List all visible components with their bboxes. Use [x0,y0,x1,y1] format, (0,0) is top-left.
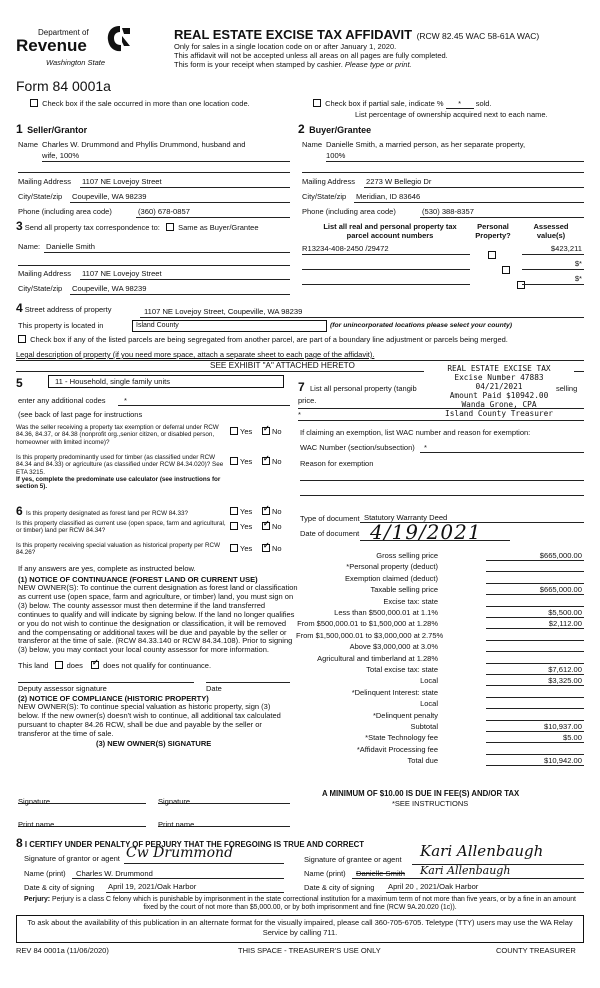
grantee-datecity-value[interactable]: April 20 , 2021/Oak Harbor [388,882,479,891]
tax-row-underline [486,765,584,766]
stamp-line-2: Excise Number 47883 [454,373,544,382]
personal-header-1: Personal [477,222,509,231]
seller-city-value[interactable]: Coupeville, WA 98239 [72,192,147,201]
multi-location-checkbox[interactable] [30,99,38,107]
use-code-select[interactable] [48,375,284,388]
assessed-header-2: value(s) [536,231,566,240]
q-forest-no-box[interactable] [262,507,270,515]
land-does-checkbox[interactable] [55,661,63,669]
document-type-label: Type of document [300,514,360,523]
tax-row-value[interactable]: $665,000.00 [539,551,582,560]
assessed-value-header [522,222,580,240]
tax-row-underline [486,708,584,709]
grantor-datecity-value[interactable]: April 19, 2021/Oak Harbor [108,882,197,891]
header-line-3 [174,60,412,69]
deputy-signature-label: Deputy assessor signature [18,684,107,693]
q-historic-yes[interactable] [230,544,252,553]
tax-correspondence-label: Send all property tax correspondence to: [24,223,160,232]
treasurer-use-label: THIS SPACE - TREASURER'S USE ONLY [238,946,381,955]
document-date-label: Date of document [300,529,360,538]
q-timber-yes-box[interactable] [230,457,238,465]
grantee-datecity-label: Date & city of signing [304,883,375,892]
partial-sale-value[interactable]: * [446,99,474,109]
parcel-header-2: parcel account numbers [346,231,434,240]
stamp-line-3: 04/21/2021 [475,382,523,391]
tax-row-underline [486,628,584,629]
stamp-line-1: REAL ESTATE EXCISE TAX [447,364,551,373]
washington-state-text: Washington State [46,58,106,67]
certify-statement: I CERTIFY UNDER PENALTY OF PERJURY THAT THE FOREGOING IS TRUE AND CORRECT [24,840,365,849]
corr-name-label: Name: [18,242,41,251]
personal-property-label: List all personal property (tangib [310,384,417,393]
partial-sale-checkbox[interactable] [313,99,321,107]
seller-mail-value[interactable]: 1107 NE Lovejoy Street [82,177,162,186]
seller-phone-value[interactable]: (360) 678-0857 [138,207,190,216]
see-back-note: (see back of last page for instructions [18,410,143,419]
revenue-text: Revenue [16,36,87,55]
corr-mail-label: Mailing Address [18,269,71,278]
exemption-claim-label: If claiming an exemption, list WAC number and reason for exemption: [300,428,531,437]
section-3-number: 3 [16,219,23,233]
notice-compliance-title: (2) NOTICE OF COMPLIANCE (HISTORIC PROPERTY) [18,694,209,703]
section-8-number: 8 [16,836,23,850]
q-current-use: Is this property classified as current use (open space, farm and agricultural, or timber) land per RCW 84.34? [16,520,226,535]
tax-row-underline [486,685,584,686]
q-timber-note: If yes, complete the predominate use calculator (see instructions for section 5). [16,476,221,491]
buyer-phone-label: Phone (including area code) [302,207,396,216]
tax-row-value[interactable]: $3,325.00 [548,676,582,685]
corr-mail-value[interactable]: 1107 NE Lovejoy Street [82,269,162,278]
q-exemption-no-label: No [272,427,282,436]
q-forest: Is this property designated as forest land per RCW 84.33? [26,510,189,517]
assessed-value-1[interactable]: $423,211 [550,244,582,253]
tax-row-underline [486,617,584,618]
q-current-use-no-label: No [272,522,282,531]
notice-continuance-body: NEW OWNER(S): To continue the current designation as forest land or classification as current use (open space, farm and agriculture, or timber) land, you must sign on (3) below. The county assessor must then determine if the land transferred continues to qualify and will indicate by signing below. If the land no longer qualifies or you do not wish to continue the designation or classification, it will be removed and the compensating or additional taxes will be due and payable by the seller or transferor at the time of sale. (RCW 84.33.140 or RCW 84.34.108). Prior to signing (3) below, you may contact your local county assessor for more information. [18,583,298,655]
grantee-name-handwritten[interactable]: Kari Allenbaugh [420,864,511,877]
partial-sale-label: Check box if partial sale, indicate % [325,99,444,108]
buyer-name-line-2[interactable]: 100% [326,151,346,160]
q-current-use-yes[interactable] [230,522,252,531]
multi-location-label: Check box if the sale occurred in more than one location code. [42,99,250,108]
additional-codes-label: enter any additional codes [18,396,106,405]
exemption-reason-label: Reason for exemption [300,459,374,468]
tax-row-label: *Delinquent Interest: state [351,688,438,697]
q-historic-yes-box[interactable] [230,544,238,552]
q-current-use-no[interactable] [262,522,282,531]
buyer-mail-label: Mailing Address [302,177,355,186]
personal-property-label-b: selling [556,384,578,393]
corr-city-label: City/State/zip [18,284,63,293]
q-forest-yes-box[interactable] [230,507,238,515]
parcel-header-1: List all real and personal property tax [323,222,457,231]
tax-row-label: Exemption claimed (deduct) [345,574,438,583]
tax-row-value[interactable]: $10,942.00 [543,756,582,765]
located-in-label: This property is located in [18,321,104,330]
tax-row-value[interactable]: $2,112.00 [548,619,582,628]
partial-sale-sold: sold. [475,99,492,108]
seller-name-line-1[interactable]: Charles W. Drummond and Phyllis Drummond, husband and [42,140,246,149]
tax-row-underline [486,571,584,572]
q-forest-no-label: No [272,507,282,516]
q-forest-yes-label: Yes [240,507,253,516]
buyer-heading-label: Buyer/Grantee [309,125,372,135]
assessed-header-1: Assessed [533,222,569,231]
header-line-1: Only for sales in a single location code on or after January 1, 2020. [174,42,397,51]
dept-of-text: Department of [38,28,89,37]
uninc-note: (for unincorporated locations please select your county) [330,322,513,329]
tax-row-underline [486,731,584,732]
wac-number-label: WAC Number (section/subsection) [300,443,415,452]
tax-row-label: Local [420,699,438,708]
revision-label: REV 84 0001a (11/06/2020) [16,946,109,955]
stamp-line-5: Wanda Grone, CPA [461,400,537,409]
grantor-datecity-label: Date & city of signing [24,883,95,892]
q-exemption-yes-label: Yes [240,427,253,436]
legal-description-value[interactable]: SEE EXHIBIT "A" ATTACHED HERETO [210,361,355,370]
tax-row-underline [486,663,584,664]
buyer-heading [298,120,371,138]
new-owner-signature-title: (3) NEW OWNER(S) SIGNATURE [96,739,212,748]
street-address-row [16,301,112,315]
tax-row-underline [486,742,584,743]
dor-logo [16,22,136,74]
tax-row-label: Subtotal [410,722,438,731]
header-line-2: This affidavit will not be accepted unless all areas on all pages are fully completed. [174,51,448,60]
county-treasurer-label: COUNTY TREASURER [496,946,576,955]
section-7-number: 7 [298,380,305,394]
tax-row-label: Total excise tax: state [366,665,438,674]
seller-city-label: City/State/zip [18,192,63,201]
q-current-use-yes-box[interactable] [230,522,238,530]
form-title-main: REAL ESTATE EXCISE TAX AFFIDAVIT [174,27,413,42]
tax-row-label: *Delinquent penalty [372,711,438,720]
buyer-name-line-1[interactable]: Danielle Smith, a married person, as her separate property, [326,140,526,149]
land-does-not-label: does not qualify for continuance. [103,661,212,670]
tax-row-value[interactable]: $10,937.00 [543,722,582,731]
answers-note: If any answers are yes, complete as instructed below. [18,564,196,573]
tax-row-value[interactable]: $665,000.00 [539,585,582,594]
perjury-label: Perjury: [24,896,51,903]
segregated-label: Check box if any of the listed parcels are being segregated from another parcel, are part of a boundary line adjustment or parcels being merged. [30,335,508,344]
corr-name-value[interactable]: Danielle Smith [46,242,95,251]
notice-compliance-body: NEW OWNER(S): To continue special valuation as historic property, sign (3) below. If the new owner(s) doesn't wish to continue, all additional tax calculated pursuant to chapter 84.26 RCW, shall be due and payable by the seller or transferor at the time of sale. [18,702,281,738]
form-number: Form 84 0001a [16,78,111,94]
section-2-number: 2 [298,122,305,136]
perjury-text: Perjury is a class C felony which is punishable by imprisonment in the state correctional institution for a maximum term of not more than five years, or by a fine in an amount fixed by the court of not more than $5,000.00, or by both imprisonment and fine (RCW 9A.20.020 (1c)). [52,896,576,911]
grantor-signature-label: Signature of grantor or agent [24,854,120,863]
seller-name-line-2[interactable]: wife, 100% [42,151,80,160]
q-current-use-no-box[interactable] [262,522,270,530]
multi-location-check[interactable] [30,99,250,108]
grantor-signature-value[interactable]: Cw Drummond [126,845,234,861]
tax-correspondence [16,219,259,233]
tax-row-underline [486,754,584,755]
deputy-date-label: Date [206,684,222,693]
q-timber-yes-label: Yes [240,457,253,466]
q-exemption-no-box[interactable] [262,427,270,435]
q-exemption-no[interactable] [262,427,282,436]
tax-row-label: Taxable selling price [370,585,438,594]
q-timber-yes[interactable] [230,457,252,466]
tax-row-label: Less than $500,000.01 at 1.1% [334,608,438,617]
additional-codes-value[interactable]: * [124,396,127,405]
tax-row-underline [486,640,584,641]
section-6-number: 6 [16,504,23,518]
new-owner-print-2-label: Print name [158,820,195,829]
q-historic: Is this property receiving special valuation as historical property per RCW 84.26? [16,542,221,557]
grantor-name-value[interactable]: Charles W. Drummond [76,869,153,878]
tax-row-label: *Affidavit Processing fee [356,745,438,754]
assessed-value-3[interactable]: $* [574,274,582,283]
section-5-number: 5 [16,376,23,390]
land-qualify-row [18,661,211,670]
section-1-number: 1 [16,122,23,136]
q-current-use-yes-label: Yes [240,522,253,531]
revenue-logo-icon [106,24,132,54]
grantee-signature-value[interactable]: Kari Allenbaugh [420,842,544,860]
tax-row-label: Local [420,676,438,685]
q-timber-no-box[interactable] [262,457,270,465]
tax-row-value[interactable]: $5.00 [562,733,582,742]
tax-row-underline [486,583,584,584]
tax-row-underline [486,697,584,698]
stamp-line-6: Island County Treasurer [445,409,553,418]
tax-row-label: From $500,000.01 to $1,500,000 at 1.28% [297,619,438,628]
perjury-note [16,896,584,912]
tax-row-underline [486,594,584,595]
q-forest-no[interactable] [262,507,282,516]
personal-property-label-c: price. [298,396,317,405]
tax-row-label: Above $3,000,000 at 3.0% [349,642,438,651]
header-line-3a: This form is your receipt when stamped by cashier. [174,60,343,69]
buyer-phone-value[interactable]: (530) 388-8357 [422,207,474,216]
new-owner-signature-2-label: Signature [158,797,191,806]
form-title-ref: (RCW 82.45 WAC 58-61A WAC) [416,31,540,41]
tax-row-label: *Personal property (deduct) [346,562,438,571]
q-historic-yes-label: Yes [240,544,253,553]
buyer-name-label: Name [302,140,323,149]
assessed-value-2[interactable]: $* [574,259,582,268]
personal-header-2: Property? [475,231,511,240]
tax-row-value[interactable]: $7,612.00 [548,665,582,674]
tax-row-label: *State Technology fee [365,733,438,742]
grantee-name-label: Name (print) [304,869,346,878]
q-exemption-yes[interactable] [230,427,252,436]
excise-stamp [424,364,574,418]
minimum-fee-note: A MINIMUM OF $10.00 IS DUE IN FEE(S) AND/OR TAX [322,789,520,798]
land-does-label: does [66,661,83,670]
seller-heading-label: Seller/Grantor [27,125,88,135]
q-forest-yes[interactable] [230,507,252,516]
county-select-value: Island County [136,322,179,329]
seller-phone-label: Phone (including area code) [18,207,112,216]
buyer-city-value[interactable]: Meridian, ID 83646 [356,192,421,201]
personal-property-star: * [298,410,301,419]
seller-mail-label: Mailing Address [18,177,71,186]
q-timber: Is this property predominantly used for timber (as classified under RCW 84.34 and 84.33) or agriculture (as classified under RCW 84.34.020)? See ETA 3215. [16,454,224,476]
q-historic-no-label: No [272,544,282,553]
partial-sale-check[interactable] [313,99,492,109]
buyer-city-label: City/State/zip [302,192,347,201]
segregated-check[interactable] [18,335,508,344]
corr-city-value[interactable]: Coupeville, WA 98239 [72,284,147,293]
legal-description-label: Legal description of property (if you need more space, attach a separate sheet to each page of the affidavit). [16,350,375,359]
accessibility-text: To ask about the availability of this publication in an alternate format for the visually impaired, please call 360-705-6705. Teletype (TTY) users may use the WA Relay Service by calling 711. [27,918,573,937]
personal-property-header [470,222,516,240]
segregated-checkbox[interactable] [18,335,26,343]
street-address-label: Street address of property [24,305,112,314]
tax-row-underline [486,560,584,561]
q-timber-no-label: No [272,457,282,466]
street-address-value[interactable]: 1107 NE Lovejoy Street, Coupeville, WA 98239 [144,307,303,316]
notice-continuance-title: (1) NOTICE OF CONTINUANCE (FOREST LAND OR CURRENT USE) [18,575,258,584]
tax-row-underline [486,606,584,607]
q-exemption: Was the seller receiving a property tax exemption or deferral under RCW 84.36, 84.37, or 84.38 (nonprofit org.,senior citizen, or disabled person, homeowner with limited income)? [16,424,219,446]
q-historic-no[interactable] [262,544,282,553]
same-as-buyer-checkbox[interactable] [166,223,174,231]
tax-row-label: Gross selling price [376,551,438,560]
see-instructions-note: *SEE INSTRUCTIONS [392,799,469,808]
partial-sale-note: List percentage of ownership acquired next to each name. [355,110,548,119]
land-does-not-checkbox[interactable] [91,661,99,669]
tax-row-label: From $1,500,000.01 to $3,000,000 at 2.75% [296,631,444,640]
land-label: This land [18,661,49,670]
same-as-buyer-label: Same as Buyer/Grantee [178,223,259,232]
accessibility-note [16,915,584,943]
tax-row-underline [486,674,584,675]
q-historic-no-box[interactable] [262,544,270,552]
new-owner-print-1-label: Print name [18,820,55,829]
grantee-name-value[interactable]: Danielle Smith [356,869,405,878]
personal-property-checkbox-1[interactable] [488,251,496,259]
tax-row-value[interactable]: $5,500.00 [548,608,582,617]
document-date-value[interactable]: 4/19/2021 [370,520,482,544]
seller-heading [16,120,87,138]
use-code-value: 11 - Household, single family units [55,377,171,386]
parcel-number-1[interactable]: R13234-408-2450 /29472 [302,244,389,253]
parcel-header [302,222,478,240]
grantee-signature-label-b: Signature of grantee or agent [304,855,402,864]
tax-row-label: Excise tax: state [383,597,438,606]
header-line-3b: Please type or print. [344,60,412,69]
new-owner-signature-1-label: Signature [18,797,51,806]
tax-row-label: Total due [407,756,438,765]
section-4-number: 4 [16,301,23,315]
stamp-line-4: Amount Paid $10942.00 [449,391,549,400]
personal-property-checkbox-2[interactable] [502,266,510,274]
seller-name-label: Name [18,140,39,149]
wac-number-value[interactable]: * [424,443,427,452]
tax-row-underline [486,651,584,652]
county-select[interactable] [132,320,327,332]
tax-row-label: Agricultural and timberland at 1.28% [317,654,438,663]
document-type-value[interactable]: Statutory Warranty Deed [364,513,448,522]
buyer-mail-value[interactable]: 2273 W Bellegio Dr [366,177,432,186]
q-timber-no[interactable] [262,457,282,466]
q-exemption-yes-box[interactable] [230,427,238,435]
grantor-name-label: Name (print) [24,869,66,878]
tax-row-underline [486,720,584,721]
